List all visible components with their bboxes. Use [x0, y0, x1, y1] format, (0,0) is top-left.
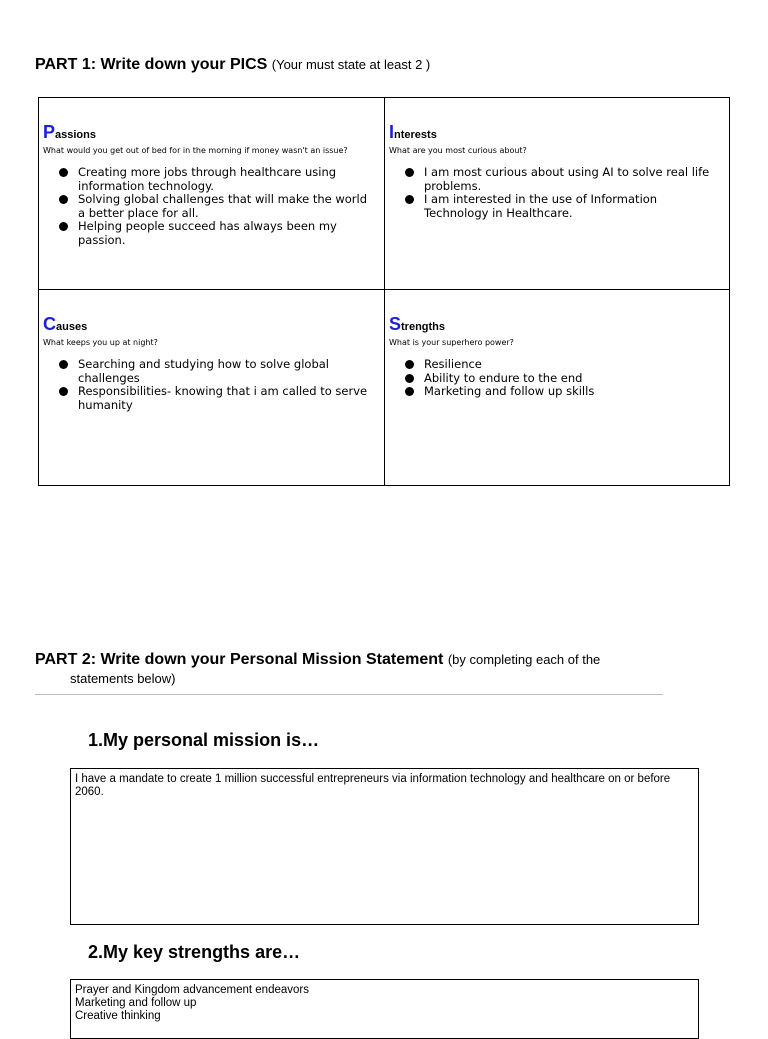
- list-item-text: Searching and studying how to solve global challenges: [78, 357, 329, 385]
- interests-title-rest: nterests: [394, 129, 437, 141]
- causes-cell: [39, 290, 385, 485]
- list-item: [43, 166, 380, 193]
- bullet-icon: [405, 168, 414, 177]
- causes-question: What keeps you up at night?: [43, 338, 158, 347]
- causes-initial: C: [43, 314, 56, 334]
- list-item: [389, 372, 725, 386]
- list-item-text: Helping people succeed has always been my passion.: [78, 219, 337, 247]
- bullet-icon: [405, 387, 414, 396]
- bullet-icon: [405, 360, 414, 369]
- list-item-text: Responsibilities- knowing that i am called to serve humanity: [78, 384, 368, 412]
- interests-initial: I: [389, 122, 395, 142]
- strengths-question: What is your superhero power?: [389, 338, 514, 347]
- bullet-icon: [405, 195, 414, 204]
- bullet-icon: [59, 168, 68, 177]
- interests-question: What are you most curious about?: [389, 146, 527, 155]
- strengths-heading: 2.My key strengths are…: [88, 942, 301, 962]
- list-item-text: I am interested in the use of Information Technology in Healthcare.: [424, 192, 658, 220]
- strengths-initial: S: [389, 314, 402, 334]
- part1-note: (Your must state at least 2 ): [271, 57, 431, 72]
- mission-heading: 1.My personal mission is…: [88, 730, 320, 750]
- causes-title: [43, 314, 380, 337]
- interests-list: [389, 166, 725, 220]
- list-item: [43, 385, 380, 412]
- answer-line: Creative thinking: [75, 1010, 161, 1022]
- passions-question: What would you get out of bed for in the morning if money wasn't an issue?: [43, 146, 348, 155]
- bullet-icon: [59, 195, 68, 204]
- passions-title-rest: assions: [55, 129, 96, 141]
- strengths-title: [389, 314, 725, 337]
- passions-list: [43, 166, 380, 248]
- interests-cell: [385, 98, 729, 290]
- part2-heading: [35, 650, 675, 688]
- bullet-icon: [59, 387, 68, 396]
- answer-line: Prayer and Kingdom advancement endeavors: [75, 984, 309, 996]
- list-item: [389, 358, 725, 372]
- list-item-text: I am most curious about using AI to solve real life problems.: [424, 165, 710, 193]
- bullet-icon: [59, 222, 68, 231]
- list-item-text: Resilience: [424, 357, 482, 371]
- bullet-icon: [405, 374, 414, 383]
- causes-list: [43, 358, 380, 412]
- passions-initial: P: [43, 122, 56, 142]
- strengths-cell: [385, 290, 729, 485]
- part1-heading: [35, 55, 430, 75]
- list-item-text: Solving global challenges that will make the world a better place for all.: [78, 192, 368, 220]
- list-item-text: Ability to endure to the end: [424, 370, 583, 385]
- answer-line: Marketing and follow up: [75, 997, 197, 1009]
- part2-note-continued: statements below): [70, 671, 176, 686]
- bullet-icon: [59, 360, 68, 369]
- strengths-title-rest: trengths: [401, 321, 446, 333]
- list-item: [389, 193, 725, 220]
- list-item: [389, 166, 725, 193]
- list-item-text: Marketing and follow up skills: [424, 384, 595, 399]
- strengths-list: [389, 358, 725, 399]
- list-item-text: Creating more jobs through healthcare using information technology.: [78, 165, 337, 193]
- part2-title: PART 2: Write down your Personal Mission Statement: [35, 651, 444, 668]
- interests-title: [389, 122, 725, 145]
- passions-cell: [39, 98, 385, 290]
- section-divider: [35, 694, 663, 695]
- causes-title-rest: auses: [56, 321, 88, 333]
- passions-title: [43, 122, 380, 145]
- list-item: [43, 358, 380, 385]
- pics-grid: [38, 97, 730, 486]
- part2-note: (by completing each of the: [447, 652, 601, 667]
- list-item: [43, 193, 380, 220]
- strengths-answer-box[interactable]: [70, 979, 699, 1039]
- list-item: [389, 385, 725, 399]
- part1-title: PART 1: Write down your PICS: [35, 56, 268, 73]
- mission-answer-box[interactable]: I have a mandate to create 1 million successful entrepreneurs via information technology and healthcare on or before 2060.: [70, 768, 699, 925]
- list-item: [43, 220, 380, 247]
